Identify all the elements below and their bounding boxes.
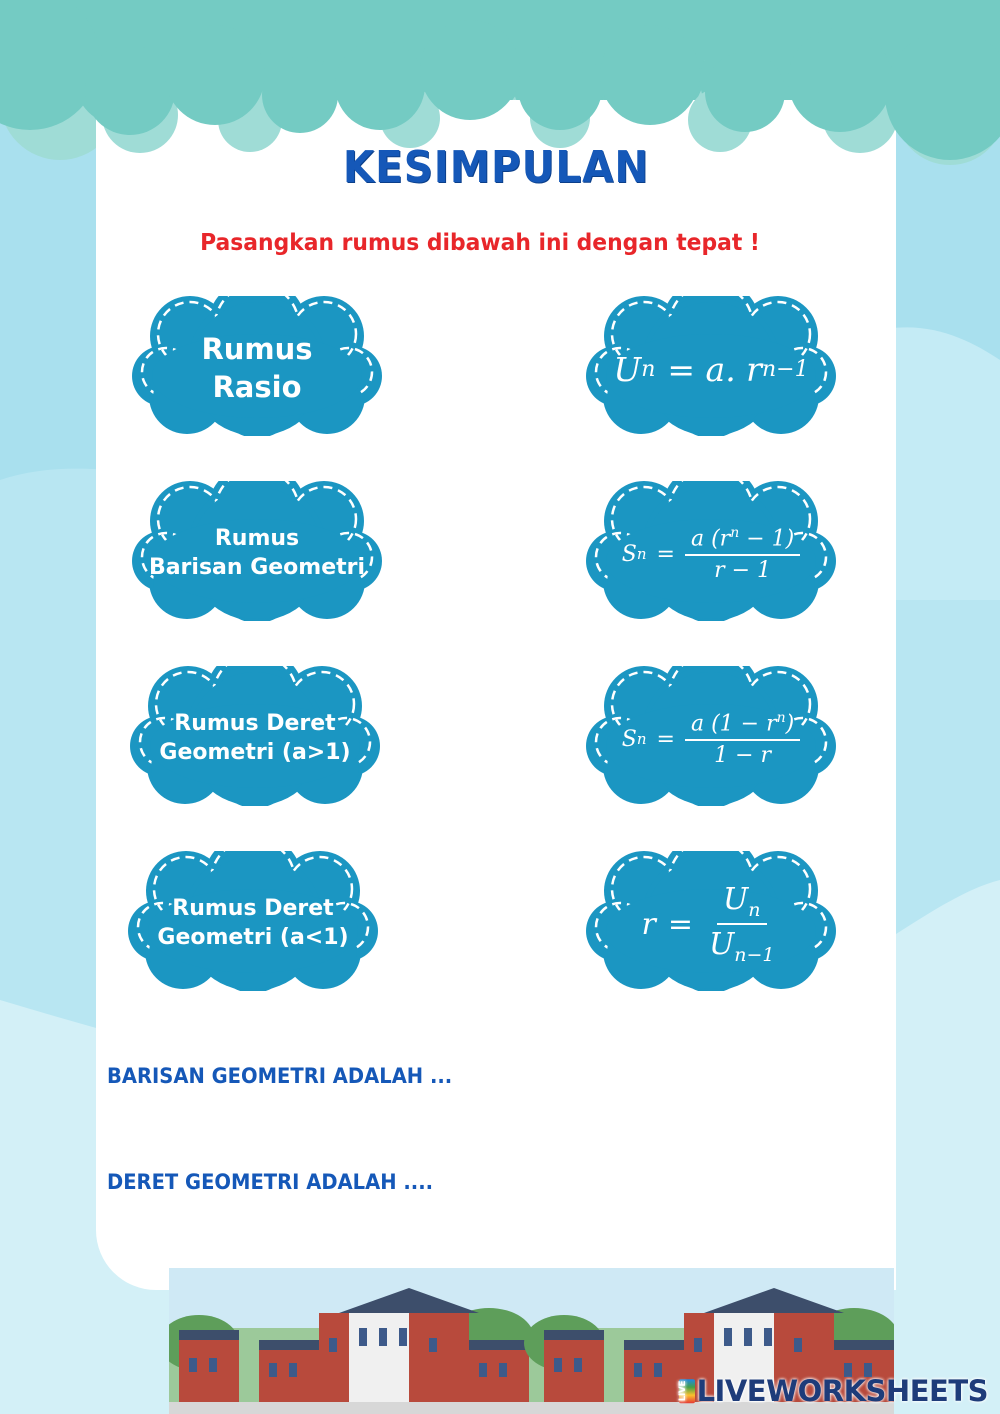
cloud-label: Rumus Deret Geometri (a>1) — [159, 711, 351, 765]
match-cloud-formula-r[interactable] — [586, 851, 836, 991]
formula-num-sup: n — [776, 710, 786, 727]
match-cloud-barisan-geometri[interactable] — [132, 481, 382, 621]
match-cloud-formula-un[interactable] — [586, 296, 836, 436]
formula-denominator: 1 − r — [714, 742, 772, 768]
formula-lhs: U — [613, 349, 642, 389]
formula-rhs: = a. r — [667, 349, 762, 389]
formula-lhs: S — [621, 726, 637, 752]
cloud-label: Rumus Barisan Geometri — [148, 526, 366, 580]
page-title: KESIMPULAN — [342, 142, 650, 193]
live-badge: LIVE — [679, 1379, 695, 1403]
formula-r: r = $\frac{U_n}{U_{n-1}}$ — [641, 882, 775, 966]
cloud-label: Rumus Deret Geometri (a<1) — [157, 896, 349, 950]
match-cloud-deret-a-lt-1[interactable] — [128, 851, 378, 991]
formula-lhs: r — [641, 906, 656, 942]
formula-num-tail: − 1) — [739, 526, 795, 552]
formula-numerator: a (1 − r — [690, 711, 777, 737]
formula-denominator: r − 1 — [714, 557, 772, 583]
question-barisan: BARISAN GEOMETRI ADALAH ... — [107, 1064, 453, 1088]
formula-un — [586, 296, 836, 436]
match-cloud-deret-a-gt-1[interactable] — [130, 666, 380, 806]
formula-num-sup: n — [730, 525, 740, 542]
formula-sn-lt: S n = $\frac{a (1 - r^n)}{1 - r}$ — [586, 666, 836, 806]
formula-numerator: a (r — [690, 526, 731, 552]
formula-denominator: U — [708, 927, 735, 962]
formula-lhs-sub: n — [636, 730, 647, 748]
match-cloud-formula-sn-gt[interactable] — [586, 481, 836, 621]
formula-num-sub: n — [748, 899, 761, 921]
formula-sup: n−1 — [761, 356, 809, 382]
formula-den-sub: n−1 — [734, 944, 775, 966]
formula-sn-gt: S n = $\frac{a (r^n - 1)}{r - 1}$ — [586, 481, 836, 621]
formula-numerator: U — [722, 882, 749, 917]
formula-num-tail: ) — [785, 711, 795, 737]
question-deret: DERET GEOMETRI ADALAH .... — [107, 1170, 434, 1194]
instruction-text: Pasangkan rumus dibawah ini dengan tepat ! — [200, 230, 760, 256]
brand-name: LIVEWORKSHEETS — [696, 1374, 988, 1408]
formula-lhs-sub: n — [641, 356, 656, 382]
formula-lhs-sub: n — [636, 545, 647, 563]
match-cloud-formula-sn-lt[interactable] — [586, 666, 836, 806]
match-cloud-rasio[interactable] — [132, 296, 382, 436]
liveworksheets-logo[interactable] — [679, 1374, 988, 1408]
cloud-label: Rumus Rasio — [201, 332, 313, 404]
formula-lhs: S — [621, 541, 637, 567]
